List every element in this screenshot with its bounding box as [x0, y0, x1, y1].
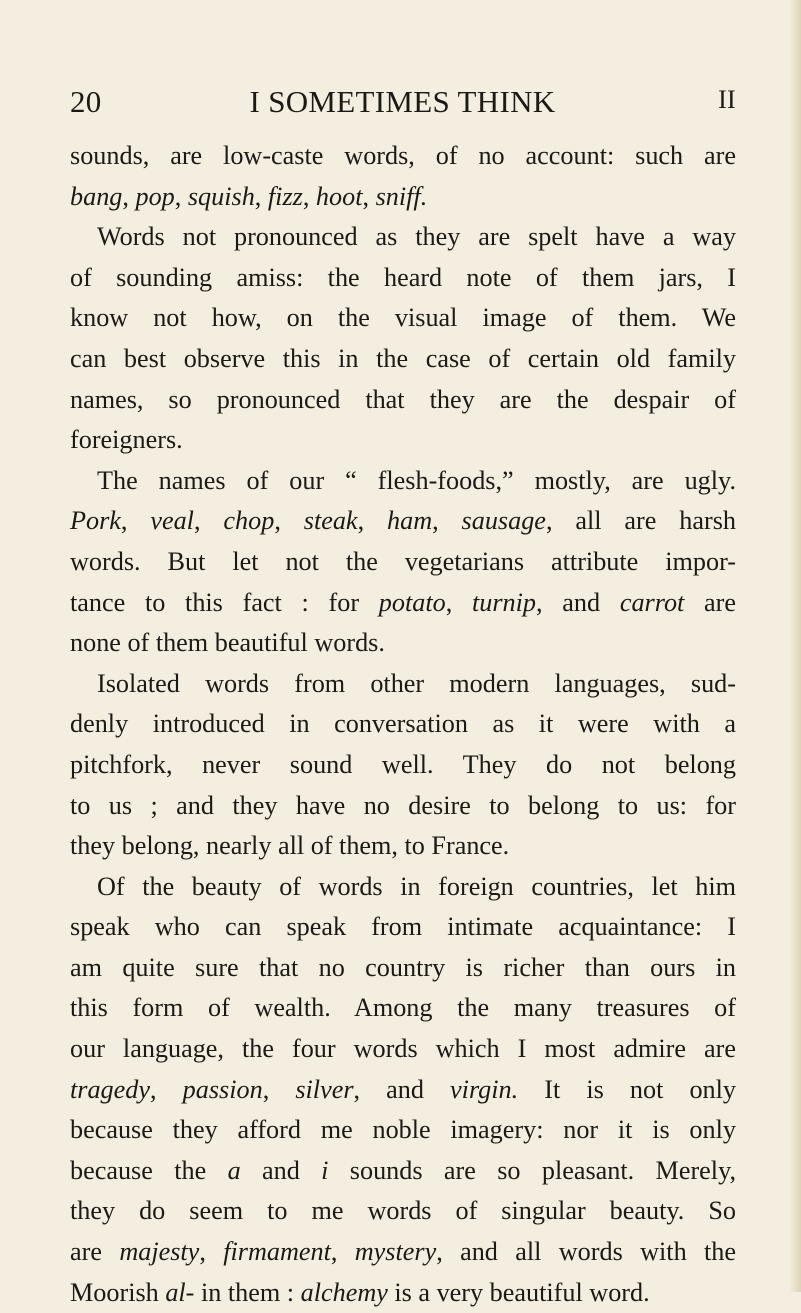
text-run: of sounding amiss: the heard note of them jars, I [70, 262, 736, 292]
text-run: , [432, 506, 462, 536]
italic-word: sausage [461, 506, 546, 536]
text-run: denly introduced in conversation as it were with a [70, 709, 736, 739]
text-run: , [174, 181, 188, 211]
text-line [70, 1110, 736, 1151]
italic-word: steak [303, 506, 358, 536]
italic-word: majesty [119, 1237, 200, 1267]
text-run: pitchfork, never sound well. They do not belong [70, 749, 736, 779]
italic-word: virgin. [450, 1074, 519, 1104]
italic-word: alchemy [300, 1277, 388, 1307]
text-run: , [357, 506, 387, 536]
text-run: , [274, 506, 304, 536]
italic-word: veal [150, 506, 194, 536]
text-run: to us ; and they have no desire to belong to us: for [70, 790, 736, 820]
text-run: am quite sure that no country is richer than ours in [70, 952, 736, 982]
text-line [70, 339, 736, 380]
body-text [70, 136, 736, 1313]
italic-word: potato [378, 587, 446, 617]
text-line [70, 867, 736, 908]
running-title: I SOMETIMES THINK [249, 84, 556, 119]
italic-word: tragedy [70, 1074, 150, 1104]
italic-word: silver [295, 1074, 354, 1104]
text-run: names, so pronounced that they are the despair of [70, 384, 736, 414]
text-run: are [70, 1237, 120, 1267]
text-run: Moorish [70, 1277, 166, 1307]
text-line [70, 1232, 736, 1273]
italic-word: ham [387, 506, 433, 536]
section-mark: II [718, 85, 736, 114]
text-line [70, 461, 736, 502]
text-run: The names of our “ flesh-foods,” mostly, are ugly. [97, 465, 736, 495]
italic-word: a [227, 1155, 241, 1185]
italic-word: i [321, 1155, 329, 1185]
text-run: , and [353, 1074, 451, 1104]
text-line [70, 1029, 736, 1070]
text-line [70, 623, 736, 664]
text-run: , all are harsh [545, 506, 737, 536]
text-run: our language, the four words which I most admire are [70, 1034, 736, 1064]
italic-word: hoot [315, 181, 363, 211]
text-run: are [684, 587, 737, 617]
text-run: , [362, 181, 376, 211]
italic-word: squish [187, 181, 255, 211]
text-run: speak who can speak from intimate acquaintance: I [70, 912, 736, 942]
text-line [70, 298, 736, 339]
text-run: words. But let not the vegetarians attribute impor- [70, 546, 736, 576]
italic-word: sniff. [375, 181, 428, 211]
text-run: they do seem to me words of singular beauty. So [70, 1196, 736, 1226]
text-run: , [254, 181, 268, 211]
text-line [70, 380, 736, 421]
text-line [70, 583, 736, 624]
text-line [70, 1151, 736, 1192]
text-run: , and [536, 587, 620, 617]
italic-word: al- [165, 1277, 195, 1307]
text-run: Of the beauty of words in foreign countries, let him [97, 871, 736, 901]
text-run: and [240, 1155, 322, 1185]
italic-word: pop [135, 181, 175, 211]
text-run: , [445, 587, 472, 617]
italic-word: carrot [619, 587, 685, 617]
page-edge-shadow [789, 0, 801, 1292]
text-run: can best observe this in the case of certain old family [70, 343, 736, 373]
text-run: Isolated words from other modern languages, sud- [97, 668, 736, 698]
text-line [70, 704, 736, 745]
text-line [70, 1191, 736, 1232]
text-run: sounds are so pleasant. Merely, [328, 1155, 737, 1185]
text-run: tance to this fact : for [70, 587, 379, 617]
italic-word: passion [182, 1074, 263, 1104]
text-line [70, 1070, 736, 1111]
text-run: because they afford me noble imagery: nor it is only [70, 1115, 736, 1145]
italic-word: mystery [354, 1237, 437, 1267]
text-line [70, 542, 736, 583]
text-line [70, 826, 736, 867]
text-line [70, 136, 736, 177]
text-run: sounds, are low-caste words, of no account: such are [70, 141, 736, 170]
text-line [70, 177, 736, 218]
text-run: , [330, 1237, 355, 1267]
text-line [70, 501, 736, 542]
italic-word: turnip [472, 587, 537, 617]
text-line [70, 786, 736, 827]
text-run: because the [70, 1155, 228, 1185]
text-line [70, 420, 736, 461]
text-run: foreigners. [70, 425, 183, 455]
text-run: , [120, 506, 151, 536]
italic-word: firmament [223, 1237, 331, 1267]
text-line [70, 258, 736, 299]
italic-word: bang [70, 181, 123, 211]
italic-word: fizz [267, 181, 303, 211]
text-run: , [150, 1074, 183, 1104]
text-run: , [302, 181, 316, 211]
italic-word: Pork [70, 506, 121, 536]
italic-word: chop [223, 506, 275, 536]
text-run: , [199, 1237, 224, 1267]
text-run: this form of wealth. Among the many treasures of [70, 993, 736, 1023]
running-header [70, 84, 735, 124]
text-run: Words not pronounced as they are spelt have a way [97, 222, 736, 252]
text-line [70, 1273, 736, 1313]
text-line [70, 664, 736, 705]
text-run: , [262, 1074, 296, 1104]
text-run: It is not only [518, 1074, 737, 1104]
text-run: know not how, on the visual image of them. We [70, 303, 736, 333]
text-run: none of them beautiful words. [70, 628, 385, 658]
page-number: 20 [70, 84, 102, 119]
text-run: , [122, 181, 136, 211]
text-line [70, 907, 736, 948]
text-run: , and all words with the [436, 1237, 737, 1267]
text-run: is a very beautiful word. [387, 1277, 650, 1307]
text-line [70, 988, 736, 1029]
text-run: , [193, 506, 224, 536]
text-line [70, 745, 736, 786]
text-line [70, 948, 736, 989]
text-line [70, 217, 736, 258]
text-run: they belong, nearly all of them, to France. [70, 831, 510, 861]
text-run: in them : [194, 1277, 301, 1307]
